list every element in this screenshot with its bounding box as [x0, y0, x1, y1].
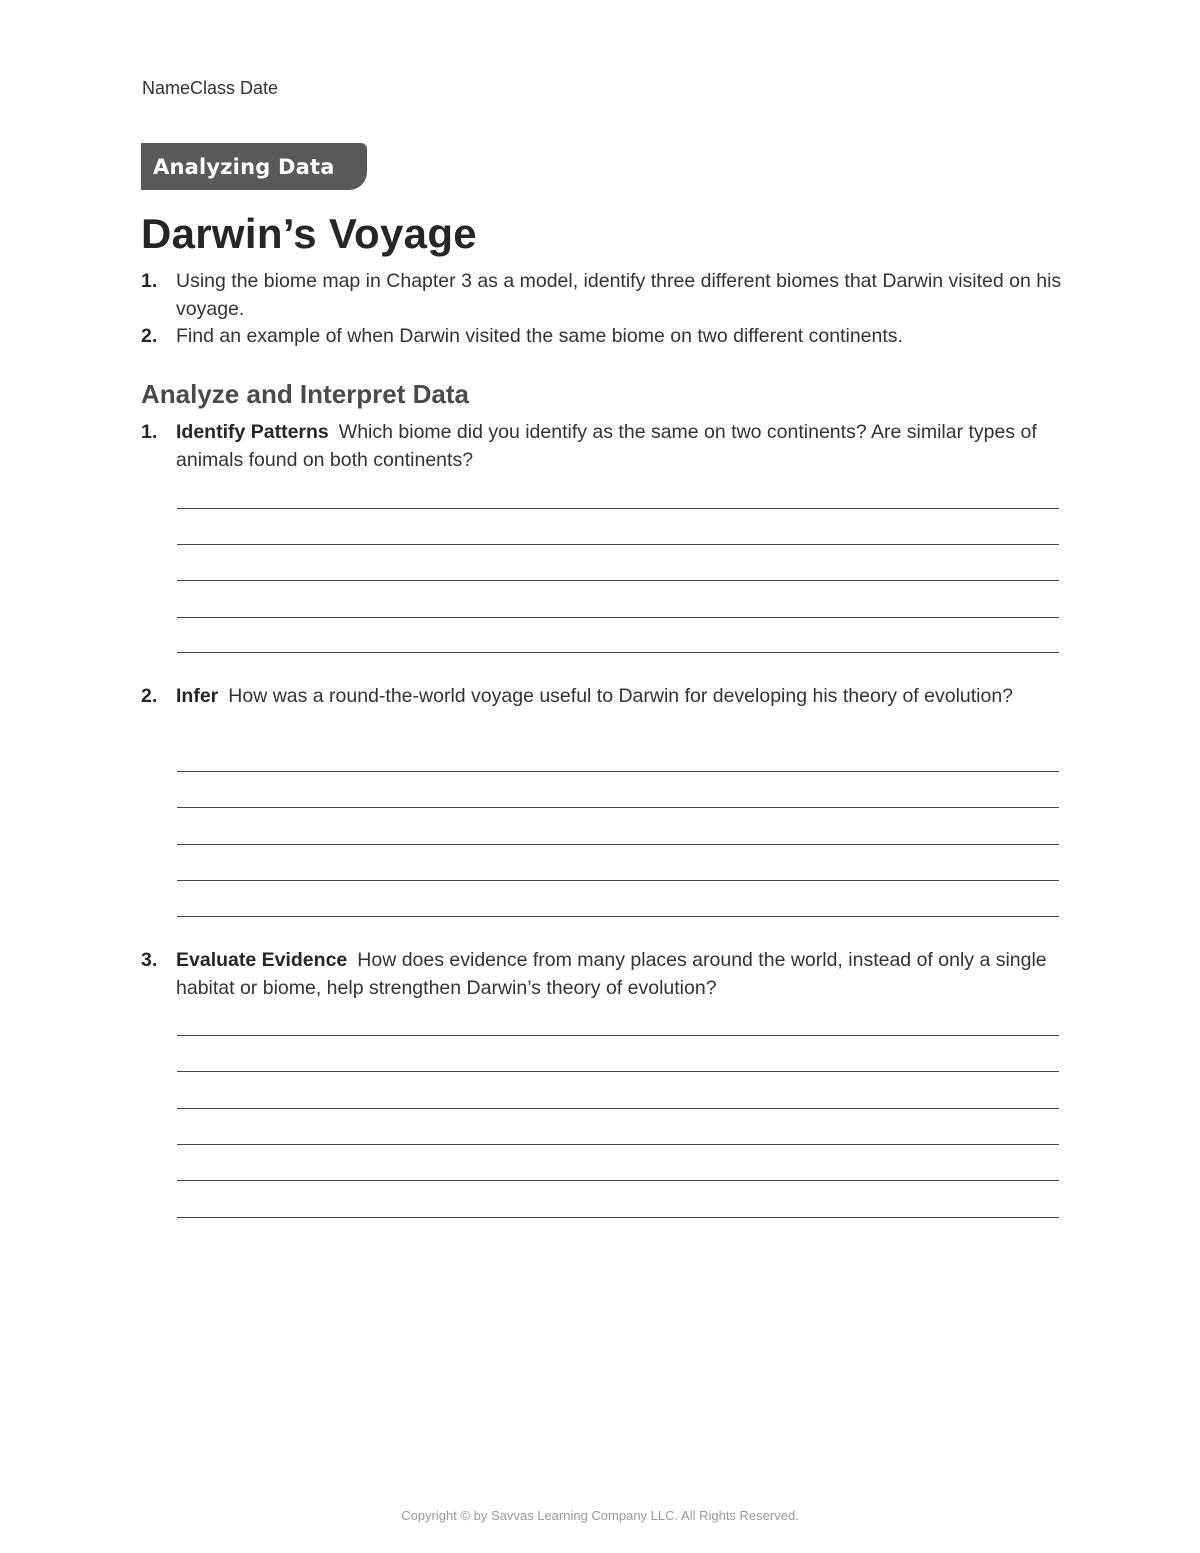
question-number: 1.: [141, 421, 158, 443]
answer-line[interactable]: [177, 1071, 1059, 1072]
name-class-date-header: NameClass Date: [142, 78, 279, 98]
answer-line[interactable]: [177, 652, 1059, 653]
question-number: 2.: [141, 685, 158, 707]
question-text: How does evidence from many places around the world, instead of only a single habitat or biome, help strengthen Darwin’s theory of evolution?: [176, 949, 1047, 999]
answer-line[interactable]: [177, 1217, 1059, 1218]
question-text: Find an example of when Darwin visited the same biome on two different continents.: [176, 325, 903, 347]
answer-line[interactable]: [177, 880, 1059, 881]
answer-line[interactable]: [177, 1180, 1059, 1181]
question-label: Identify Patterns: [176, 421, 329, 443]
question-label: Infer: [176, 685, 219, 707]
question-text: How was a round-the-world voyage useful to Darwin for developing his theory of evolution?: [228, 685, 1014, 707]
copyright-footer: Copyright © by Savvas Learning Company LLC. All Rights Reserved.: [401, 1508, 799, 1523]
answer-line[interactable]: [177, 1108, 1059, 1109]
answer-line[interactable]: [177, 1144, 1059, 1145]
answer-line[interactable]: [177, 916, 1059, 917]
answer-line[interactable]: [177, 508, 1059, 509]
question-number: 1.: [141, 270, 158, 292]
answer-line[interactable]: [177, 617, 1059, 618]
answer-line[interactable]: [177, 580, 1059, 581]
answer-line[interactable]: [177, 807, 1059, 808]
analysis-question-1: [141, 418, 1066, 474]
answer-line[interactable]: [177, 1035, 1059, 1036]
analysis-question-2: [141, 682, 1066, 710]
answer-line[interactable]: [177, 771, 1059, 772]
page-title: Darwin’s Voyage: [141, 210, 477, 257]
question-label: Evaluate Evidence: [176, 949, 348, 971]
intro-question-1: [141, 267, 1066, 323]
analyzing-data-banner: [141, 143, 367, 190]
question-text: Using the biome map in Chapter 3 as a model, identify three different biomes that Darwin visited on his voyage.: [176, 270, 1062, 320]
answer-line[interactable]: [177, 844, 1059, 845]
analysis-question-3: [141, 946, 1066, 1002]
banner-label: Analyzing Data: [153, 154, 335, 179]
question-body: [176, 682, 1066, 710]
intro-question-2: [141, 322, 1066, 350]
answer-line[interactable]: [177, 544, 1059, 545]
question-text: Which biome did you identify as the same on two continents? Are similar types of animals found on both continents?: [176, 421, 1037, 471]
question-body: [176, 946, 1066, 1002]
question-number: 3.: [141, 949, 158, 971]
question-number: 2.: [141, 325, 158, 347]
section-heading: Analyze and Interpret Data: [141, 379, 469, 409]
question-body: [176, 418, 1066, 474]
